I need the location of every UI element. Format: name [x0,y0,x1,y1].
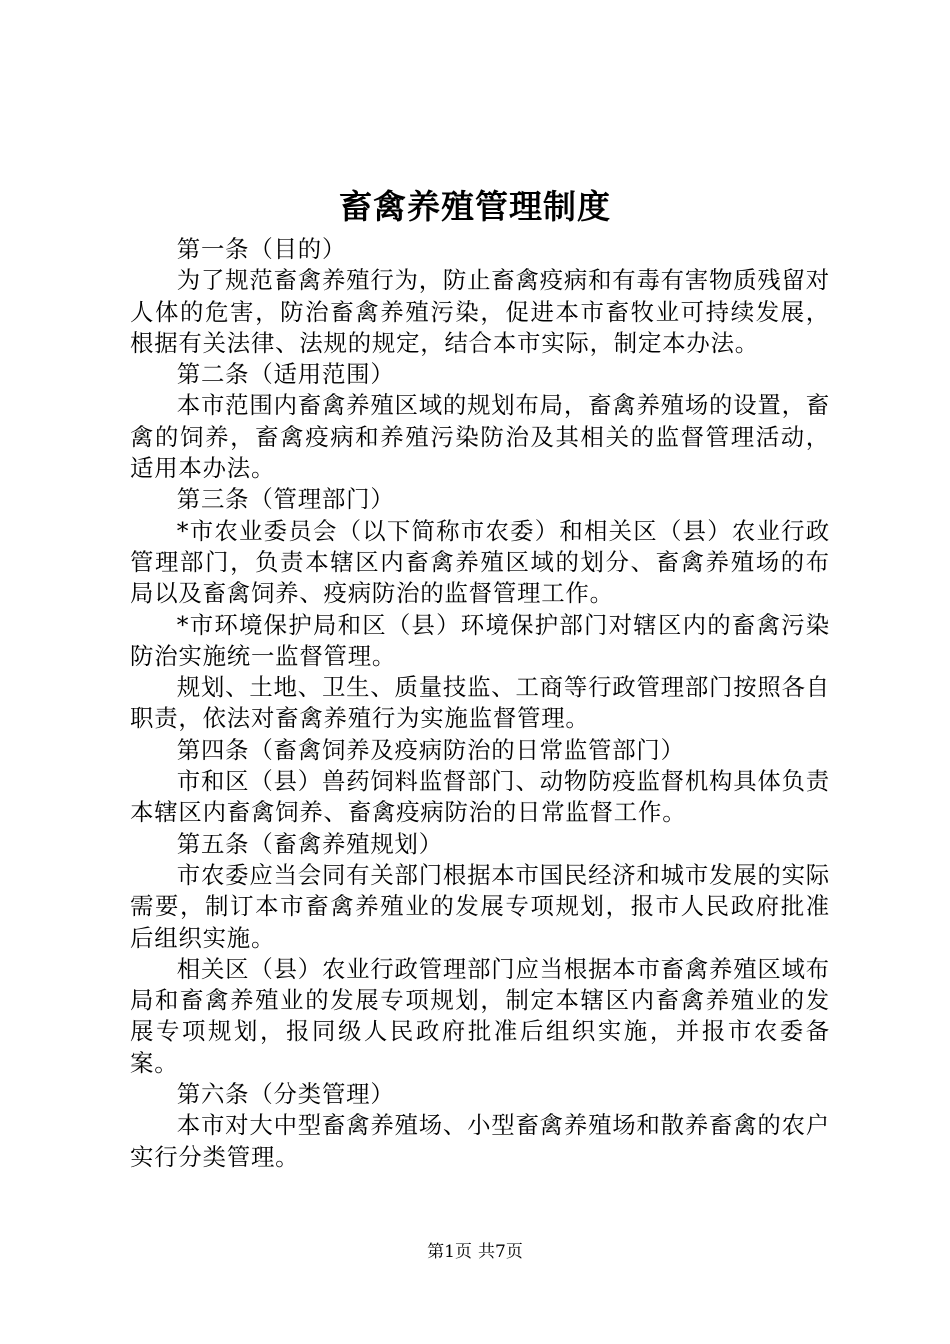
body-paragraph: 相关区（县）农业行政管理部门应当根据本市畜禽养殖区域布局和畜禽养殖业的发展专项规划，制定本辖区内畜禽养殖业的发展专项规划，报同级人民政府批准后组织实施，并报市农委备案。 [130,954,830,1077]
document-body [130,234,830,1173]
body-paragraph: 规划、土地、卫生、质量技监、工商等行政管理部门按照各自职责，依法对畜禽养殖行为实施监督管理。 [130,673,830,733]
article-heading: 第六条（分类管理） [176,1080,395,1109]
article-heading: 第三条（管理部门） [176,485,395,514]
document-title: 畜禽养殖管理制度 [339,187,611,226]
body-paragraph: 本市范围内畜禽养殖区域的规划布局，畜禽养殖场的设置，畜禽的饲养，畜禽疫病和养殖污染防治及其相关的监督管理活动，适用本办法。 [130,391,830,483]
body-paragraph: *市环境保护局和区（县）环境保护部门对辖区内的畜禽污染防治实施统一监督管理。 [130,610,830,670]
page-number: 第1页 [427,1242,472,1262]
article-heading: 第五条（畜禽养殖规划） [176,829,443,858]
body-paragraph: *市农业委员会（以下简称市农委）和相关区（县）农业行政管理部门，负责本辖区内畜禽养殖区域的划分、畜禽养殖场的布局以及畜禽饲养、疫病防治的监督管理工作。 [130,516,830,608]
article-heading: 第一条（目的） [176,235,347,263]
body-paragraph: 为了规范畜禽养殖行为，防止畜禽疫病和有毒有害物质残留对人体的危害，防治畜禽养殖污染，促进本市畜牧业可持续发展，根据有关法律、法规的规定，结合本市实际，制定本办法。 [130,266,830,357]
article-heading: 第二条（适用范围） [176,360,395,389]
article-heading: 第四条（畜禽饲养及疫病防治的日常监管部门） [176,735,685,764]
page-total: 共7页 [478,1242,523,1262]
body-paragraph: 本市对大中型畜禽养殖场、小型畜禽养殖场和散养畜禽的农户实行分类管理。 [130,1111,830,1171]
body-paragraph: 市和区（县）兽药饲料监督部门、动物防疫监督机构具体负责本辖区内畜禽饲养、畜禽疫病防治的日常监督工作。 [130,767,830,827]
page-footer [0,1240,950,1264]
body-paragraph: 市农委应当会同有关部门根据本市国民经济和城市发展的实际需要，制订本市畜禽养殖业的发展专项规划，报市人民政府批准后组织实施。 [130,860,830,952]
